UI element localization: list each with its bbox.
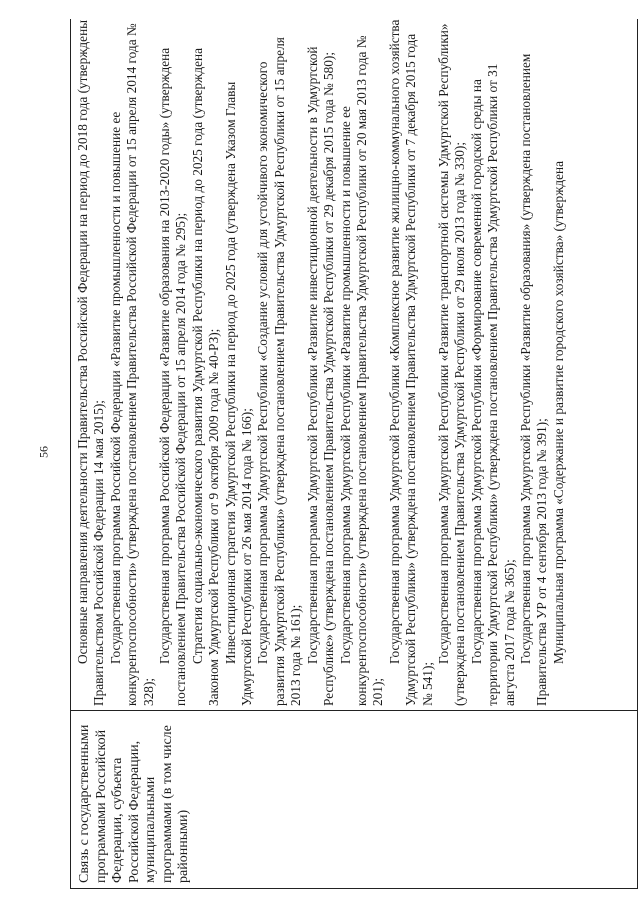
content-cell (71, 19, 637, 710)
list-item: Государственная программа Российской Федерации «Развитие промышленности и повышение ее конкурентоспособности» (утверждена постановлением Правительства Российской Федерации от 15 апреля 2014 года № 328); (107, 23, 156, 706)
list-item: Основные направления деятельности Правительства Российской Федерации на период до 2018 года (утверждены Правительством Российской Федерации 14 мая 2015); (75, 19, 107, 706)
list-item: Государственная программа Российской Федерации «Развитие образования на 2013-2020 годы» (утверждена постановлением Правительства Российской Федерации от 15 апреля 2014 года № 295); (157, 47, 189, 706)
list-item: Государственная программа Удмуртской Республики «Развитие транспортной системы Удмуртской Республики» (утверждена постановлением Правительства Удмуртской Республики от 29 июля 2013 года № 330); (435, 23, 468, 706)
list-item: Государственная программа Удмуртской Республики «Развитие образования» (утверждена постановлением Правительства УР от 4 сентября 2013 года № 391); (517, 53, 550, 706)
rotated-page (0, 19, 615, 905)
list-item: Муниципальная программа «Содержание и развитие городского хозяйства» (утверждена (550, 160, 566, 664)
list-item: Государственная программа Удмуртской Республики «Развитие инвестиционной деятельности в Удмуртской Республике» (утверждена постановлением Правительства Удмуртской Республики от 29 декабря 2015 года № 580); (304, 46, 337, 706)
label-cell (71, 710, 637, 888)
list-item: Стратегия социально-экономического развития Удмуртской Республики на период до 2025 года (утверждена Законом Удмуртской Республики от 9 октября 2009 года № 40-РЗ); (189, 47, 222, 706)
list-item: Инвестиционная стратегия Удмуртской Республики на период до 2025 года (утверждена Указом Главы Удмуртской Республики от 26 мая 2014 года № 166); (222, 81, 255, 706)
list-item: Государственная программа Удмуртской Республики «Создание условий для устойчивого экономического развития Удмуртской Республики» (утверждена постановлением Правительства Удмуртской Республики от 15 апреля 2013 года № 161); (255, 37, 304, 706)
page-number: 56 (36, 446, 51, 458)
list-item: Государственная программа Удмуртской Республики «Формирование современной городской среды на территории Удмуртской Республики» (утверждена постановлением Правительства Удмуртской Республики от 31 августа 2017 года № 365); (468, 63, 517, 706)
list-item: Государственная программа Удмуртской Республики «Комплексное развитие жилищно-коммунального хозяйства Удмуртской Республики» (утверждена постановлением Правительства Удмуртской Республики от 7 декабря 2015 года № 541); (386, 19, 435, 706)
document-table (70, 19, 638, 889)
row-label: Связь с государственными программами Российской Федерации, субъекта Российской Федерации, муниципальными программами (в том числе районными) (77, 724, 191, 883)
list-item: Государственная программа Удмуртской Республики «Развитие промышленности и повышение ее конкурентоспособности» (утверждена постановлением Правительства Удмуртской Республики от 20 мая 2013 года № 201); (337, 35, 386, 706)
